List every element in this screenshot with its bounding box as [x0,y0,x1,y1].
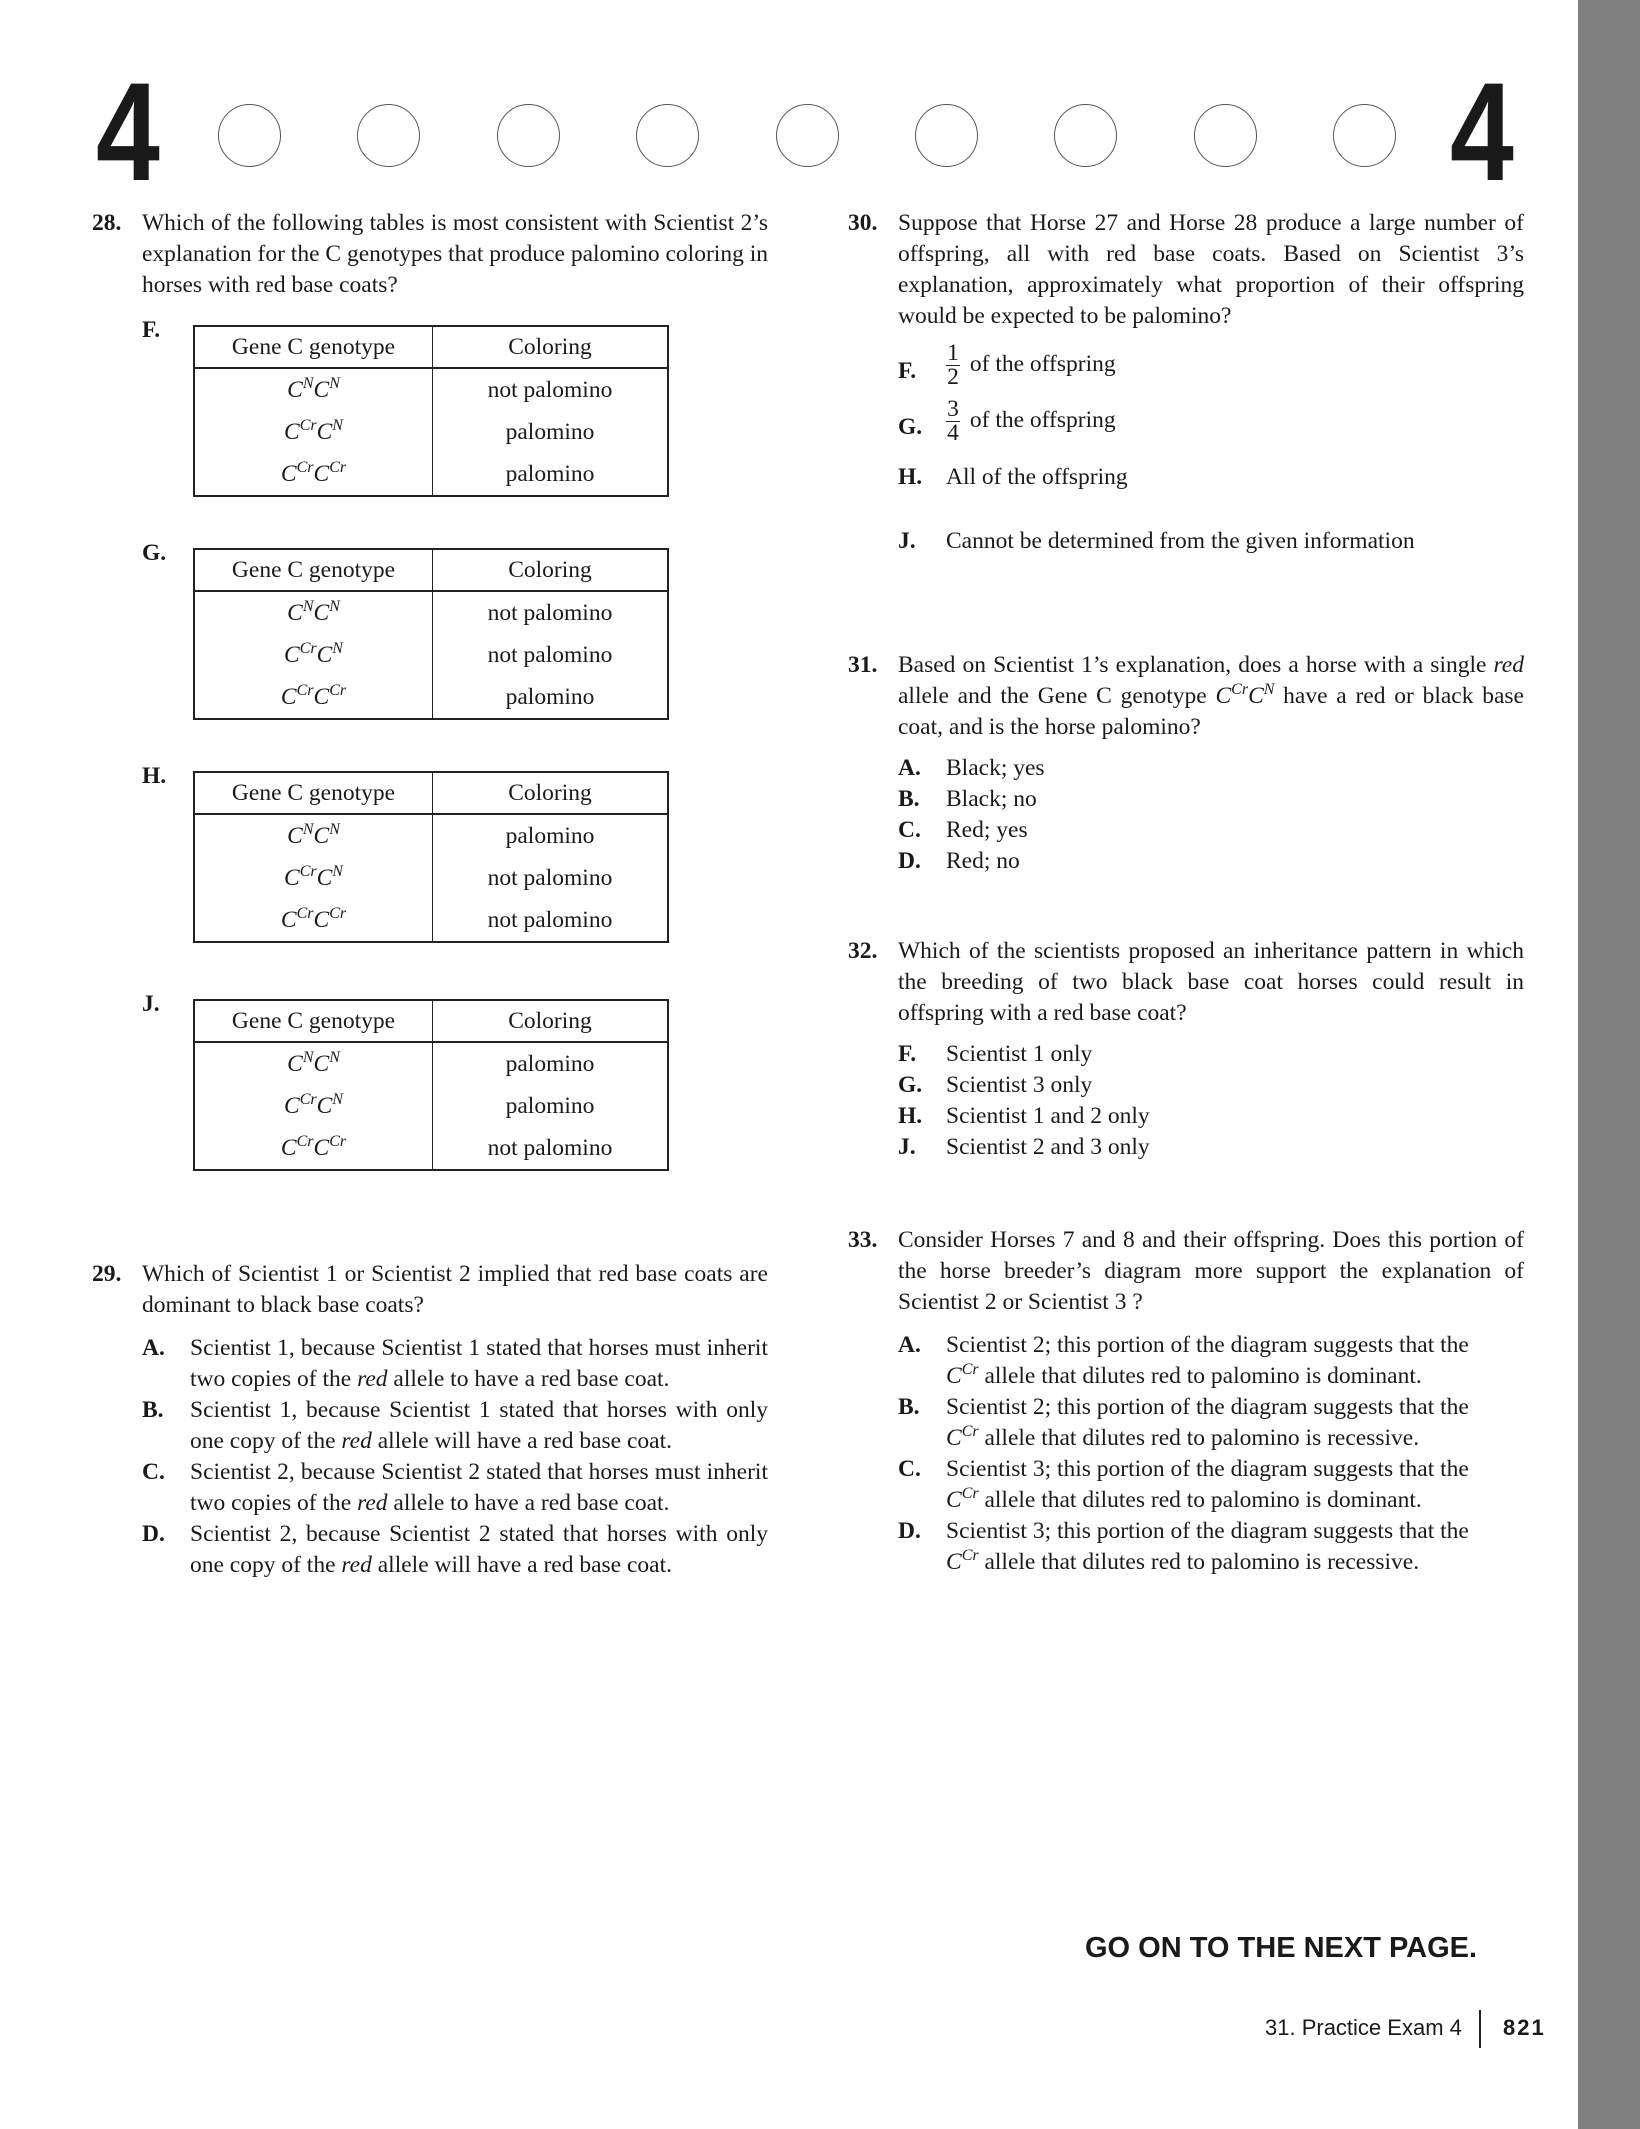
column-header: Coloring [433,1000,669,1042]
option-text: Scientist 2, because Scientist 2 stated that horses with only one copy of the red allele will have a red base coat. [190,1521,768,1578]
table-row [194,676,668,719]
answer-bubble[interactable] [776,104,839,167]
answer-option[interactable] [898,784,1524,815]
option-label[interactable]: J. [142,991,160,1017]
coloring-cell: not palomino [487,641,613,668]
option-label[interactable]: F. [142,317,161,343]
answer-bubble[interactable] [915,104,978,167]
answer-option[interactable] [142,1333,768,1395]
page-edge-tab [1578,0,1640,2129]
answer-bubble[interactable] [636,104,699,167]
genotype-cell: $C^{Cr}C^N$ [194,411,433,453]
chapter-label: 31. Practice Exam 4 [1265,2015,1462,2040]
table-header-row [194,1000,668,1042]
column-header: Coloring [433,549,669,591]
answer-option[interactable] [898,526,1524,557]
answer-option[interactable] [898,398,1524,462]
question-text: Which of the scientists proposed an inheritance pattern in which the breeding of two black base coat horses could result in offspring with a red base coat? [898,938,1524,1026]
option-label: A. [898,755,921,781]
option-label: B. [898,1394,920,1420]
table-row [194,857,668,899]
footer-divider [1479,2010,1481,2048]
answer-option[interactable] [898,462,1524,526]
coloring-cell: not palomino [487,1134,613,1161]
answer-option[interactable] [898,753,1524,784]
option-text: Scientist 2; this portion of the diagram suggests that the $C^{Cr}$ allele that dilutes red to palomino is recessive. [946,1394,1469,1451]
option-label: B. [898,786,920,812]
question-text: Which of the following tables is most consistent with Scientist 2’s explanation for the C genotypes that produce palomino coloring in horses with red base coats? [142,210,768,298]
column-header: Coloring [433,326,669,368]
coloring-cell: palomino [505,1050,595,1077]
option-text: Scientist 1 only [946,1041,1093,1067]
option-text: Scientist 1 and 2 only [946,1103,1150,1129]
table-row [194,1042,668,1085]
go-on-next-page: GO ON TO THE NEXT PAGE. [1085,1932,1478,1964]
option-text: Black; no [946,786,1037,812]
answer-bubble[interactable] [357,104,420,167]
column-header: Gene C genotype [194,326,433,368]
genotype-cell: $C^{Cr}C^{Cr}$ [194,676,433,719]
table-header-row [194,549,668,591]
question-number: 29. [92,1261,122,1287]
page-number: 821 [1503,2015,1546,2040]
question-text: Suppose that Horse 27 and Horse 28 produce a large number of offspring, all with red base coats. Based on Scientist 3’s explanation, approximately what proportion of their offspring would be expected to be palomino? [898,210,1524,329]
coloring-cell: palomino [505,822,595,849]
option-text: Scientist 2; this portion of the diagram suggests that the $C^{Cr}$ allele that dilutes red to palomino is dominant. [946,1332,1469,1389]
option-label: H. [898,464,923,490]
table-header-row [194,326,668,368]
option-label: B. [142,1397,164,1423]
coloring-cell: palomino [505,418,595,445]
question-number: 30. [848,210,878,236]
question-30 [848,208,1524,557]
coloring-cell: not palomino [487,864,613,891]
question-28 [92,208,768,301]
question-29 [92,1259,768,1581]
question-33 [848,1225,1524,1578]
question-number: 33. [848,1227,878,1253]
table-row [194,411,668,453]
option-text: Scientist 3; this portion of the diagram suggests that the $C^{Cr}$ allele that dilutes red to palomino is dominant. [946,1456,1469,1513]
answer-option[interactable] [142,1519,768,1581]
option-label: J. [898,528,916,554]
question-text: Based on Scientist 1’s explanation, does a horse with a single red allele and the Gene C genotype $C^{Cr}C^N$ have a red or black base coat, and is the horse palomino? [898,652,1524,740]
column-header: Coloring [433,772,669,814]
answer-bubble[interactable] [497,104,560,167]
table-row [194,814,668,857]
answer-option[interactable] [898,815,1524,846]
option-label[interactable]: H. [142,763,167,789]
column-header: Gene C genotype [194,772,433,814]
option-label: A. [898,1332,921,1358]
genotype-cell: $C^NC^N$ [194,1042,433,1085]
genotype-cell: $C^{Cr}C^N$ [194,1085,433,1127]
option-label: H. [898,1103,923,1129]
column-header: Gene C genotype [194,549,433,591]
answer-option[interactable] [898,342,1524,398]
option-text: Red; no [946,848,1020,874]
answer-option[interactable] [898,1516,1524,1578]
genotype-cell: $C^{Cr}C^N$ [194,857,433,899]
option-text: Scientist 2, because Scientist 2 stated that horses must inherit two copies of the red allele to have a red base coat. [190,1459,768,1516]
question-number: 28. [92,210,122,236]
genotype-cell: $C^{Cr}C^{Cr}$ [194,453,433,496]
answer-option[interactable] [898,1392,1524,1454]
section-number-right: 4 [1450,53,1514,210]
answer-option[interactable] [898,1132,1524,1163]
answer-bubble[interactable] [1194,104,1257,167]
answer-option[interactable] [898,846,1524,877]
option-text: Black; yes [946,755,1045,781]
question-number: 32. [848,938,878,964]
genotype-table-option[interactable] [193,325,669,497]
genotype-cell: $C^{Cr}C^{Cr}$ [194,899,433,942]
fraction: $\frac{1}{2}$ [947,340,959,390]
option-label: J. [898,1134,916,1160]
genotype-cell: $C^NC^N$ [194,814,433,857]
option-label: F. [898,1041,917,1067]
option-text: of the offspring [969,350,1116,377]
coloring-cell: not palomino [487,599,613,626]
answer-option[interactable] [898,1039,1524,1070]
option-label: D. [898,848,921,874]
option-label: C. [142,1459,165,1485]
option-text: Cannot be determined from the given information [946,528,1415,554]
genotype-cell: $C^NC^N$ [194,368,433,411]
answer-option[interactable] [898,1454,1524,1516]
option-label: D. [898,1518,921,1544]
option-text: Scientist 3 only [946,1072,1093,1098]
coloring-cell: not palomino [487,376,613,403]
table-row [194,368,668,411]
genotype-table-option[interactable] [193,999,669,1171]
table-row [194,453,668,496]
genotype: $C^{Cr}C^N$ [1215,681,1275,709]
answer-option[interactable] [142,1457,768,1519]
answer-option[interactable] [898,1070,1524,1101]
genotype-table-option[interactable] [193,771,669,943]
section-number-left: 4 [96,53,160,210]
table-row [194,591,668,634]
table-row [194,1085,668,1127]
fraction: $\frac{3}{4}$ [947,396,959,446]
answer-bubble[interactable] [1054,104,1117,167]
question-number: 31. [848,652,878,678]
option-text: Scientist 1, because Scientist 1 stated that horses with only one copy of the red allele will have a red base coat. [190,1397,768,1454]
coloring-cell: palomino [505,683,595,710]
answer-bubble[interactable] [218,104,281,167]
answer-option[interactable] [898,1330,1524,1392]
option-label: C. [898,817,921,843]
question-32 [848,936,1524,1163]
question-text: Which of Scientist 1 or Scientist 2 implied that red base coats are dominant to black base coats? [142,1261,768,1318]
question-31 [848,650,1524,877]
genotype-cell: $C^{Cr}C^{Cr}$ [194,1127,433,1170]
option-text: of the offspring [969,406,1116,433]
genotype-table-option[interactable] [193,548,669,720]
option-label: G. [898,1072,923,1098]
option-label: F. [898,358,917,384]
question-text: Consider Horses 7 and 8 and their offspring. Does this portion of the horse breeder’s diagram more support the explanation of Scientist 2 or Scientist 3 ? [898,1227,1524,1315]
answer-option[interactable] [142,1395,768,1457]
option-label: D. [142,1521,165,1547]
coloring-cell: palomino [505,1092,595,1119]
option-text: Scientist 2 and 3 only [946,1134,1150,1160]
table-row [194,634,668,676]
answer-bubble[interactable] [1333,104,1396,167]
answer-option[interactable] [898,1101,1524,1132]
option-text: Red; yes [946,817,1028,843]
option-text: Scientist 1, because Scientist 1 stated that horses must inherit two copies of the red allele to have a red base coat. [190,1335,768,1392]
option-label[interactable]: G. [142,540,167,566]
table-header-row [194,772,668,814]
column-header: Gene C genotype [194,1000,433,1042]
table-row [194,1127,668,1170]
table-row [194,899,668,942]
option-label: G. [898,414,923,440]
option-label: C. [898,1456,921,1482]
coloring-cell: palomino [505,460,595,487]
coloring-cell: not palomino [487,906,613,933]
genotype-cell: $C^{Cr}C^N$ [194,634,433,676]
option-text: Scientist 3; this portion of the diagram suggests that the $C^{Cr}$ allele that dilutes red to palomino is recessive. [946,1518,1469,1575]
option-text: All of the offspring [946,464,1128,490]
genotype-cell: $C^NC^N$ [194,591,433,634]
option-label: A. [142,1335,165,1361]
